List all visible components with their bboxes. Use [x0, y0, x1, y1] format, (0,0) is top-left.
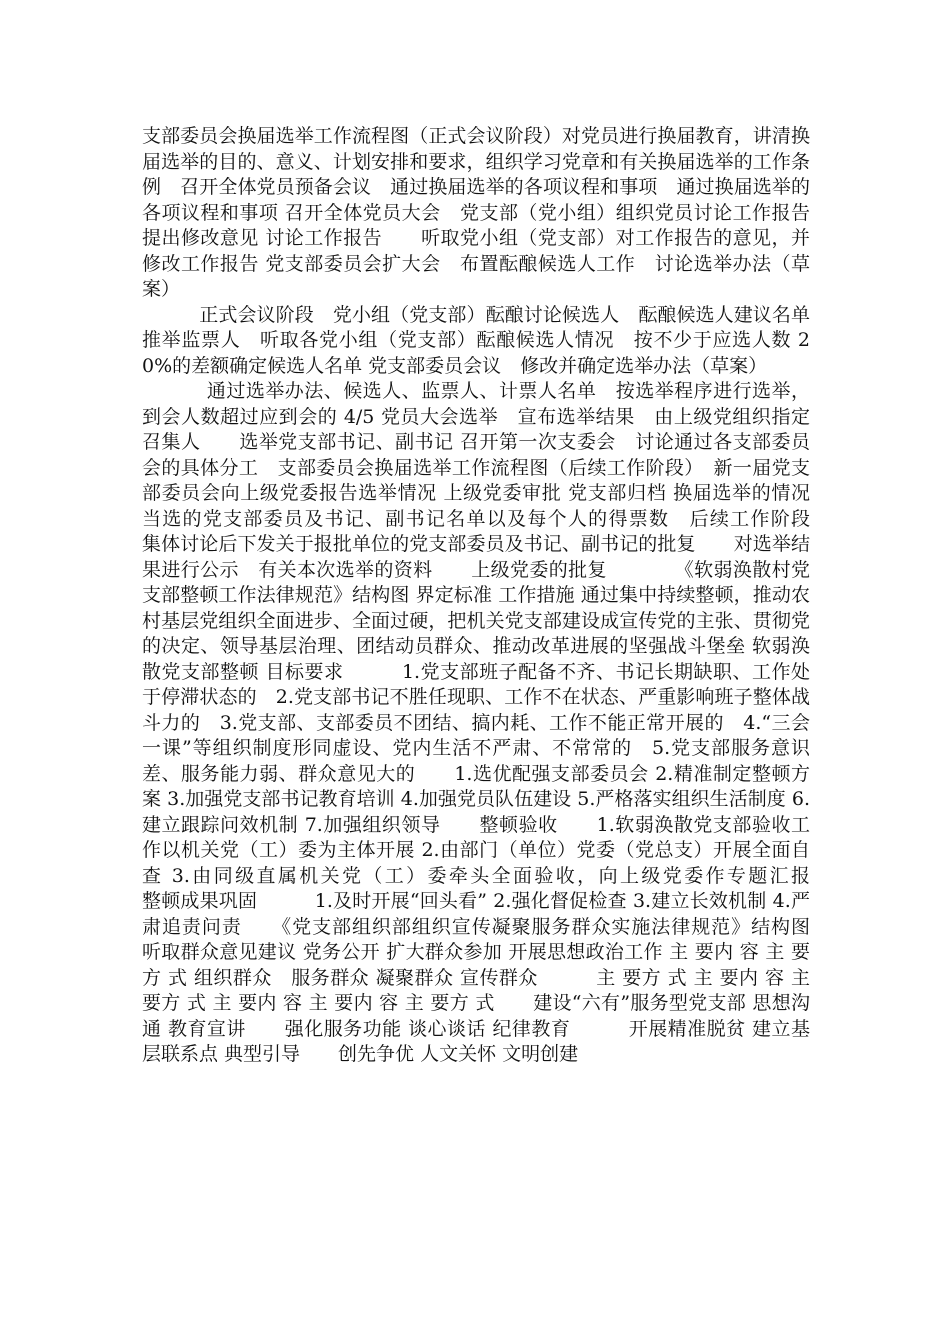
document-page	[142, 124, 868, 1068]
paragraph-2: 正式会议阶段 党小组（党支部）酝酿讨论候选人 酝酿候选人建议名单 推举监票人 听取各党小组（党支部）酝酿候选人情况 按不少于应选人数 20%的差额确定候选人名单 党支部委员会议 修改并确定选举办法（草案）	[142, 303, 830, 377]
paragraph-1: 支部委员会换届选举工作流程图（正式会议阶段）对党员进行换届教育，讲清换届选举的目的、意义、计划安排和要求，组织学习党章和有关换届选举的工作条例 召开全体党员预备会议 通过换届选举的各项议程和事项 通过换届选举的各项议程和事项 召开全体党员大会 党支部（党小组）组织党员讨论工作报告 提出修改意见 讨论工作报告 听取党小组（党支部）对工作报告的意见，并修改工作报告 党支部委员会扩大会 布置酝酿候选人工作 讨论选举办法（草案）	[142, 125, 817, 300]
paragraph-3: 通过选举办法、候选人、监票人、计票人名单 按选举程序进行选举，到会人数超过应到会的 4/5 党员大会选举 宣布选举结果 由上级党组织指定召集人 选举党支部书记、副书记 召开第一次支委会 讨论通过各支部委员会的具体分工 支部委员会换届选举工作流程图（后续工作阶段） 新一届党支部委员会向上级党委报告选举情况 上级党委审批 党支部归档 换届选举的情况 当选的党支部委员及书记、副书记名单以及每个人的得票数 后续工作阶段 集体讨论后下发关于报批单位的党支部委员及书记、副书记的批复 对选举结果进行公示 有关本次选举的资料 上级党委的批复 《软弱涣散村党支部整顿工作法律规范》结构图 界定标准 工作措施 通过集中持续整顿，推动农村基层党组织全面进步、全面过硬，把机关党支部建设成宣传党的主张、贯彻党的决定、领导基层治理、团结动员群众、推动改革进展的坚强战斗堡垒 软弱涣散党支部整顿 目标要求 1.党支部班子配备不齐、书记长期缺职、工作处于停滞状态的 2.党支部书记不胜任现职、工作不在状态、严重影响班子整体战斗力的 3.党支部、支部委员不团结、搞内耗、工作不能正常开展的 4.“三会一课”等组织制度形同虚设、党内生活不严肃、不常常的 5.党支部服务意识差、服务能力弱、群众意见大的 1.选优配强支部委员会 2.精准制定整顿方案 3.加强党支部书记教育培训 4.加强党员队伍建设 5.严格落实组织生活制度 6.建立跟踪问效机制 7.加强组织领导 整顿验收 1.软弱涣散党支部验收工作以机关党（工）委为主体开展 2.由部门（单位）党委（党总支）开展全面自查 3.由同级直属机关党（工）委牵头全面验收，向上级党委作专题汇报 整顿成果巩固 1.及时开展“回头看” 2.强化督促检查 3.建立长效机制 4.严肃追责问责 《党支部组织部组织宣传凝聚服务群众实施法律规范》结构图 听取群众意见建议 党务公开 扩大群众参加 开展思想政治工作 主 要内 容 主 要方 式 组织群众 服务群众 凝聚群众 宣传群众 主 要方 式 主 要内 容 主 要方 式 主 要内 容 主 要内 容 主 要方 式 建设“六有”服务型党支部 思想沟通 教育宣讲 强化服务功能 谈心谈话 纪律教育 开展精准脱贫 建立基层联系点 典型引导 创先争优 人文关怀 文明创建	[142, 380, 868, 1065]
